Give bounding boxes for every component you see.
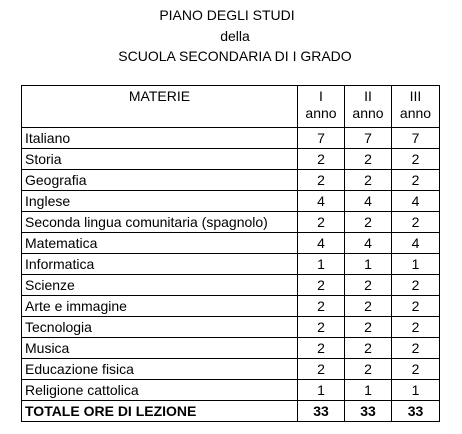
hours-year-1-cell: 7	[298, 128, 345, 149]
subject-cell: Storia	[22, 149, 298, 170]
hours-year-2-cell: 4	[345, 233, 392, 254]
hours-year-1-cell: 4	[298, 191, 345, 212]
header-year-1-number: I	[319, 88, 323, 104]
hours-year-3-cell: 2	[392, 170, 440, 191]
subject-cell: Musica	[22, 338, 298, 359]
subject-cell: Tecnologia	[22, 317, 298, 338]
hours-year-2-cell: 4	[345, 191, 392, 212]
total-year-1-cell: 33	[298, 401, 345, 422]
hours-year-3-cell: 2	[392, 275, 440, 296]
hours-year-1-cell: 2	[298, 275, 345, 296]
subject-cell: Arte e immagine	[22, 296, 298, 317]
table-row	[22, 275, 440, 296]
hours-year-3-cell: 2	[392, 317, 440, 338]
header-year-3-word: anno	[399, 105, 432, 121]
header-year-3	[392, 86, 440, 128]
hours-year-1-cell: 2	[298, 317, 345, 338]
hours-year-3-cell: 2	[392, 212, 440, 233]
hours-year-2-cell: 2	[345, 338, 392, 359]
table-row	[22, 380, 440, 401]
header-year-1-word: anno	[305, 105, 337, 121]
table-header-row	[22, 86, 440, 128]
hours-year-2-cell: 1	[345, 254, 392, 275]
total-year-2-cell: 33	[345, 401, 392, 422]
hours-year-2-cell: 7	[345, 128, 392, 149]
hours-year-2-cell: 2	[345, 359, 392, 380]
table-row	[22, 254, 440, 275]
hours-year-3-cell: 2	[392, 149, 440, 170]
header-year-3-number: III	[409, 88, 422, 104]
subject-cell: Inglese	[22, 191, 298, 212]
table-row	[22, 233, 440, 254]
hours-year-1-cell: 2	[298, 338, 345, 359]
hours-year-2-cell: 2	[345, 317, 392, 338]
hours-year-2-cell: 2	[345, 275, 392, 296]
subject-cell: Seconda lingua comunitaria (spagnolo)	[22, 212, 298, 233]
header-year-2	[345, 86, 392, 128]
table-row	[22, 128, 440, 149]
total-label-cell: TOTALE ORE DI LEZIONE	[22, 401, 298, 422]
hours-year-2-cell: 2	[345, 149, 392, 170]
subject-cell: Informatica	[22, 254, 298, 275]
subject-cell: Matematica	[22, 233, 298, 254]
hours-year-1-cell: 1	[298, 380, 345, 401]
document-title: PIANO DEGLI STUDI	[159, 7, 295, 23]
table-row	[22, 359, 440, 380]
hours-year-3-cell: 2	[392, 359, 440, 380]
hours-year-1-cell: 2	[298, 149, 345, 170]
hours-year-3-cell: 2	[392, 338, 440, 359]
hours-year-3-cell: 7	[392, 128, 440, 149]
hours-year-2-cell: 2	[345, 170, 392, 191]
subject-cell: Italiano	[22, 128, 298, 149]
study-plan-table	[21, 85, 440, 422]
subject-cell: Geografia	[22, 170, 298, 191]
table-row	[22, 338, 440, 359]
table-row	[22, 170, 440, 191]
table-row	[22, 149, 440, 170]
subject-cell: Educazione fisica	[22, 359, 298, 380]
hours-year-1-cell: 1	[298, 254, 345, 275]
hours-year-1-cell: 2	[298, 296, 345, 317]
hours-year-3-cell: 1	[392, 254, 440, 275]
table-row	[22, 191, 440, 212]
table-row	[22, 296, 440, 317]
hours-year-1-cell: 2	[298, 212, 345, 233]
header-year-1	[298, 86, 345, 128]
hours-year-2-cell: 2	[345, 296, 392, 317]
total-row	[22, 401, 440, 422]
hours-year-1-cell: 4	[298, 233, 345, 254]
table-row	[22, 212, 440, 233]
hours-year-3-cell: 2	[392, 296, 440, 317]
document-subtitle-della: della	[220, 28, 250, 44]
subject-cell: Scienze	[22, 275, 298, 296]
total-year-3-cell: 33	[392, 401, 440, 422]
hours-year-3-cell: 4	[392, 233, 440, 254]
hours-year-2-cell: 2	[345, 212, 392, 233]
subject-cell: Religione cattolica	[22, 380, 298, 401]
header-subjects: MATERIE	[22, 86, 298, 128]
hours-year-1-cell: 2	[298, 170, 345, 191]
table-row	[22, 317, 440, 338]
hours-year-3-cell: 4	[392, 191, 440, 212]
header-year-2-word: anno	[352, 105, 384, 121]
document-subtitle-school: SCUOLA SECONDARIA DI I GRADO	[118, 48, 352, 64]
hours-year-2-cell: 1	[345, 380, 392, 401]
header-year-2-number: II	[364, 88, 372, 104]
hours-year-1-cell: 2	[298, 359, 345, 380]
hours-year-3-cell: 1	[392, 380, 440, 401]
